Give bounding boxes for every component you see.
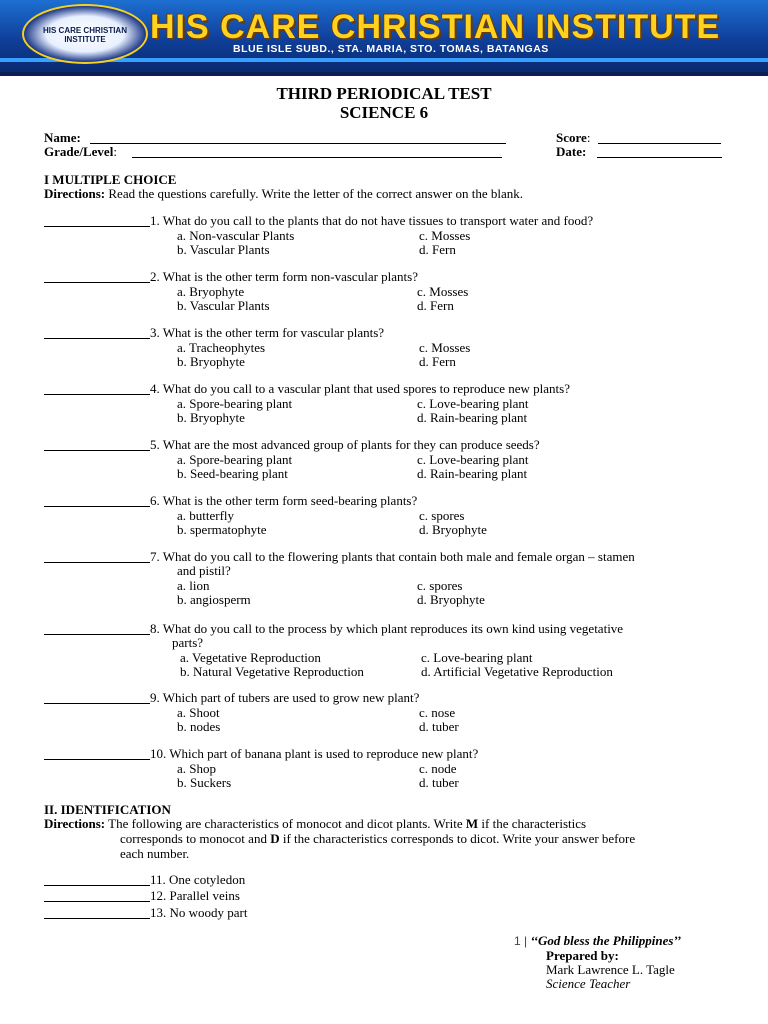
- grade-label: Grade/Level:: [44, 144, 117, 159]
- teacher-role: Science Teacher: [546, 976, 631, 991]
- motto: ‘‘God bless the Philippines’’: [530, 933, 682, 948]
- option-a: a. Shop: [177, 761, 216, 776]
- option-b: b. Suckers: [177, 775, 232, 790]
- section1-heading: I MULTIPLE CHOICE: [44, 172, 177, 187]
- section2-directions-label: Directions:: [44, 816, 106, 831]
- answer-blank[interactable]: [44, 873, 150, 886]
- answer-blank[interactable]: [44, 691, 150, 704]
- option-d: d. tuber: [419, 719, 459, 734]
- logo-text: HIS CARE CHRISTIAN INSTITUTE: [42, 26, 127, 44]
- option-b: b. angiosperm: [177, 592, 251, 607]
- question-text: 5. What are the most advanced group of plants for they can produce seeds?: [150, 437, 540, 452]
- option-b: b. nodes: [177, 719, 221, 734]
- option-d: d. Bryophyte: [419, 522, 487, 537]
- section2-directions-line2: corresponds to monocot and D if the characteristics corresponds to dicot. Write your answer before: [120, 831, 636, 846]
- option-a: a. Non-vascular Plants: [177, 228, 295, 243]
- identification-text: 12. Parallel veins: [150, 888, 240, 903]
- school-banner: [0, 0, 768, 76]
- question-text: 4. What do you call to a vascular plant that used spores to reproduce new plants?: [150, 381, 570, 396]
- option-c: c. Mosses: [419, 340, 471, 355]
- option-a: a. Spore-bearing plant: [177, 396, 293, 411]
- answer-blank[interactable]: [44, 494, 150, 507]
- option-a: a. Tracheophytes: [177, 340, 266, 355]
- option-d: d. Rain-bearing plant: [417, 410, 528, 425]
- answer-blank[interactable]: [44, 889, 150, 902]
- school-logo: [22, 4, 148, 64]
- option-c: c. nose: [419, 705, 456, 720]
- teacher-name: Mark Lawrence L. Tagle: [546, 962, 675, 977]
- date-label: Date:: [556, 144, 587, 159]
- option-a: a. Shoot: [177, 705, 220, 720]
- page-number: 1: [514, 934, 521, 948]
- section1-directions-label: Directions:: [44, 186, 106, 201]
- option-b: b. Bryophyte: [177, 354, 245, 369]
- grade-field[interactable]: [132, 145, 502, 158]
- test-subject: SCIENCE 6: [339, 103, 429, 122]
- option-b: b. Bryophyte: [177, 410, 245, 425]
- date-field[interactable]: [597, 145, 722, 158]
- option-b: b. Natural Vegetative Reproduction: [180, 664, 364, 679]
- school-address: BLUE ISLE SUBD., STA. MARIA, STO. TOMAS, BATANGAS: [233, 43, 549, 55]
- prepared-by: Prepared by:: [546, 948, 619, 963]
- question-text: 3. What is the other term for vascular plants?: [150, 325, 385, 340]
- option-a: a. Bryophyte: [177, 284, 245, 299]
- option-d: d. Fern: [419, 242, 456, 257]
- option-a: a. butterfly: [177, 508, 235, 523]
- option-b: b. Vascular Plants: [177, 242, 270, 257]
- name-field[interactable]: [90, 131, 506, 144]
- question-text: 6. What is the other term form seed-bearing plants?: [150, 493, 418, 508]
- question-text: 2. What is the other term form non-vascular plants?: [150, 269, 418, 284]
- section2-directions-line1: Directions: The following are characteristics of monocot and dicot plants. Write M if the characteristics: [44, 816, 587, 831]
- option-c: c. Love-bearing plant: [421, 650, 533, 665]
- option-c: c. node: [419, 761, 457, 776]
- question-text: 10. Which part of banana plant is used to reproduce new plant?: [150, 746, 479, 761]
- answer-blank[interactable]: [44, 747, 150, 760]
- answer-blank[interactable]: [44, 438, 150, 451]
- option-c: c. Love-bearing plant: [417, 452, 529, 467]
- school-name: HIS CARE CHRISTIAN INSTITUTE: [150, 8, 721, 46]
- question-text: 7. What do you call to the flowering plants that contain both male and female organ – stamen: [150, 549, 635, 564]
- name-label: Name:: [44, 130, 81, 145]
- option-d: d. Fern: [419, 354, 456, 369]
- option-a: a. Vegetative Reproduction: [180, 650, 321, 665]
- answer-blank[interactable]: [44, 326, 150, 339]
- answer-blank[interactable]: [44, 550, 150, 563]
- score-label: Score:: [556, 130, 591, 145]
- question-text-cont: and pistil?: [177, 563, 231, 578]
- section1-directions: [44, 187, 523, 201]
- answer-blank[interactable]: [44, 214, 150, 227]
- identification-text: 11. One cotyledon: [150, 872, 246, 887]
- option-a: a. Spore-bearing plant: [177, 452, 293, 467]
- option-b: b. spermatophyte: [177, 522, 267, 537]
- option-d: d. Rain-bearing plant: [417, 466, 528, 481]
- question-text: 8. What do you call to the process by which plant reproduces its own kind using vegetative: [150, 621, 624, 636]
- option-c: c. Mosses: [419, 228, 471, 243]
- question-text: 9. Which part of tubers are used to grow new plant?: [150, 690, 420, 705]
- test-title: THIRD PERIODICAL TEST: [276, 84, 492, 103]
- option-b: b. Vascular Plants: [177, 298, 270, 313]
- identification-text: 13. No woody part: [150, 905, 248, 920]
- option-d: d. Artificial Vegetative Reproduction: [421, 664, 613, 679]
- question-text-cont: parts?: [172, 635, 204, 650]
- answer-blank[interactable]: [44, 622, 150, 635]
- option-b: b. Seed-bearing plant: [177, 466, 288, 481]
- page-separator: |: [523, 934, 528, 948]
- option-d: d. tuber: [419, 775, 459, 790]
- answer-blank[interactable]: [44, 270, 150, 283]
- option-c: c. Mosses: [417, 284, 469, 299]
- section1-directions-text: Read the questions carefully. Write the letter of the correct answer on the blank.: [108, 186, 523, 201]
- answer-blank[interactable]: [44, 906, 150, 919]
- page-footer: [514, 934, 681, 948]
- answer-blank[interactable]: [44, 382, 150, 395]
- score-field[interactable]: [598, 131, 721, 144]
- option-c: c. spores: [419, 508, 465, 523]
- section2-heading: II. IDENTIFICATION: [44, 802, 171, 817]
- option-d: d. Bryophyte: [417, 592, 485, 607]
- question-text: 1. What do you call to the plants that do not have tissues to transport water and food?: [150, 213, 594, 228]
- section2-directions-line3: each number.: [120, 846, 190, 861]
- option-c: c. Love-bearing plant: [417, 396, 529, 411]
- option-a: a. lion: [177, 578, 210, 593]
- option-d: d. Fern: [417, 298, 454, 313]
- option-c: c. spores: [417, 578, 463, 593]
